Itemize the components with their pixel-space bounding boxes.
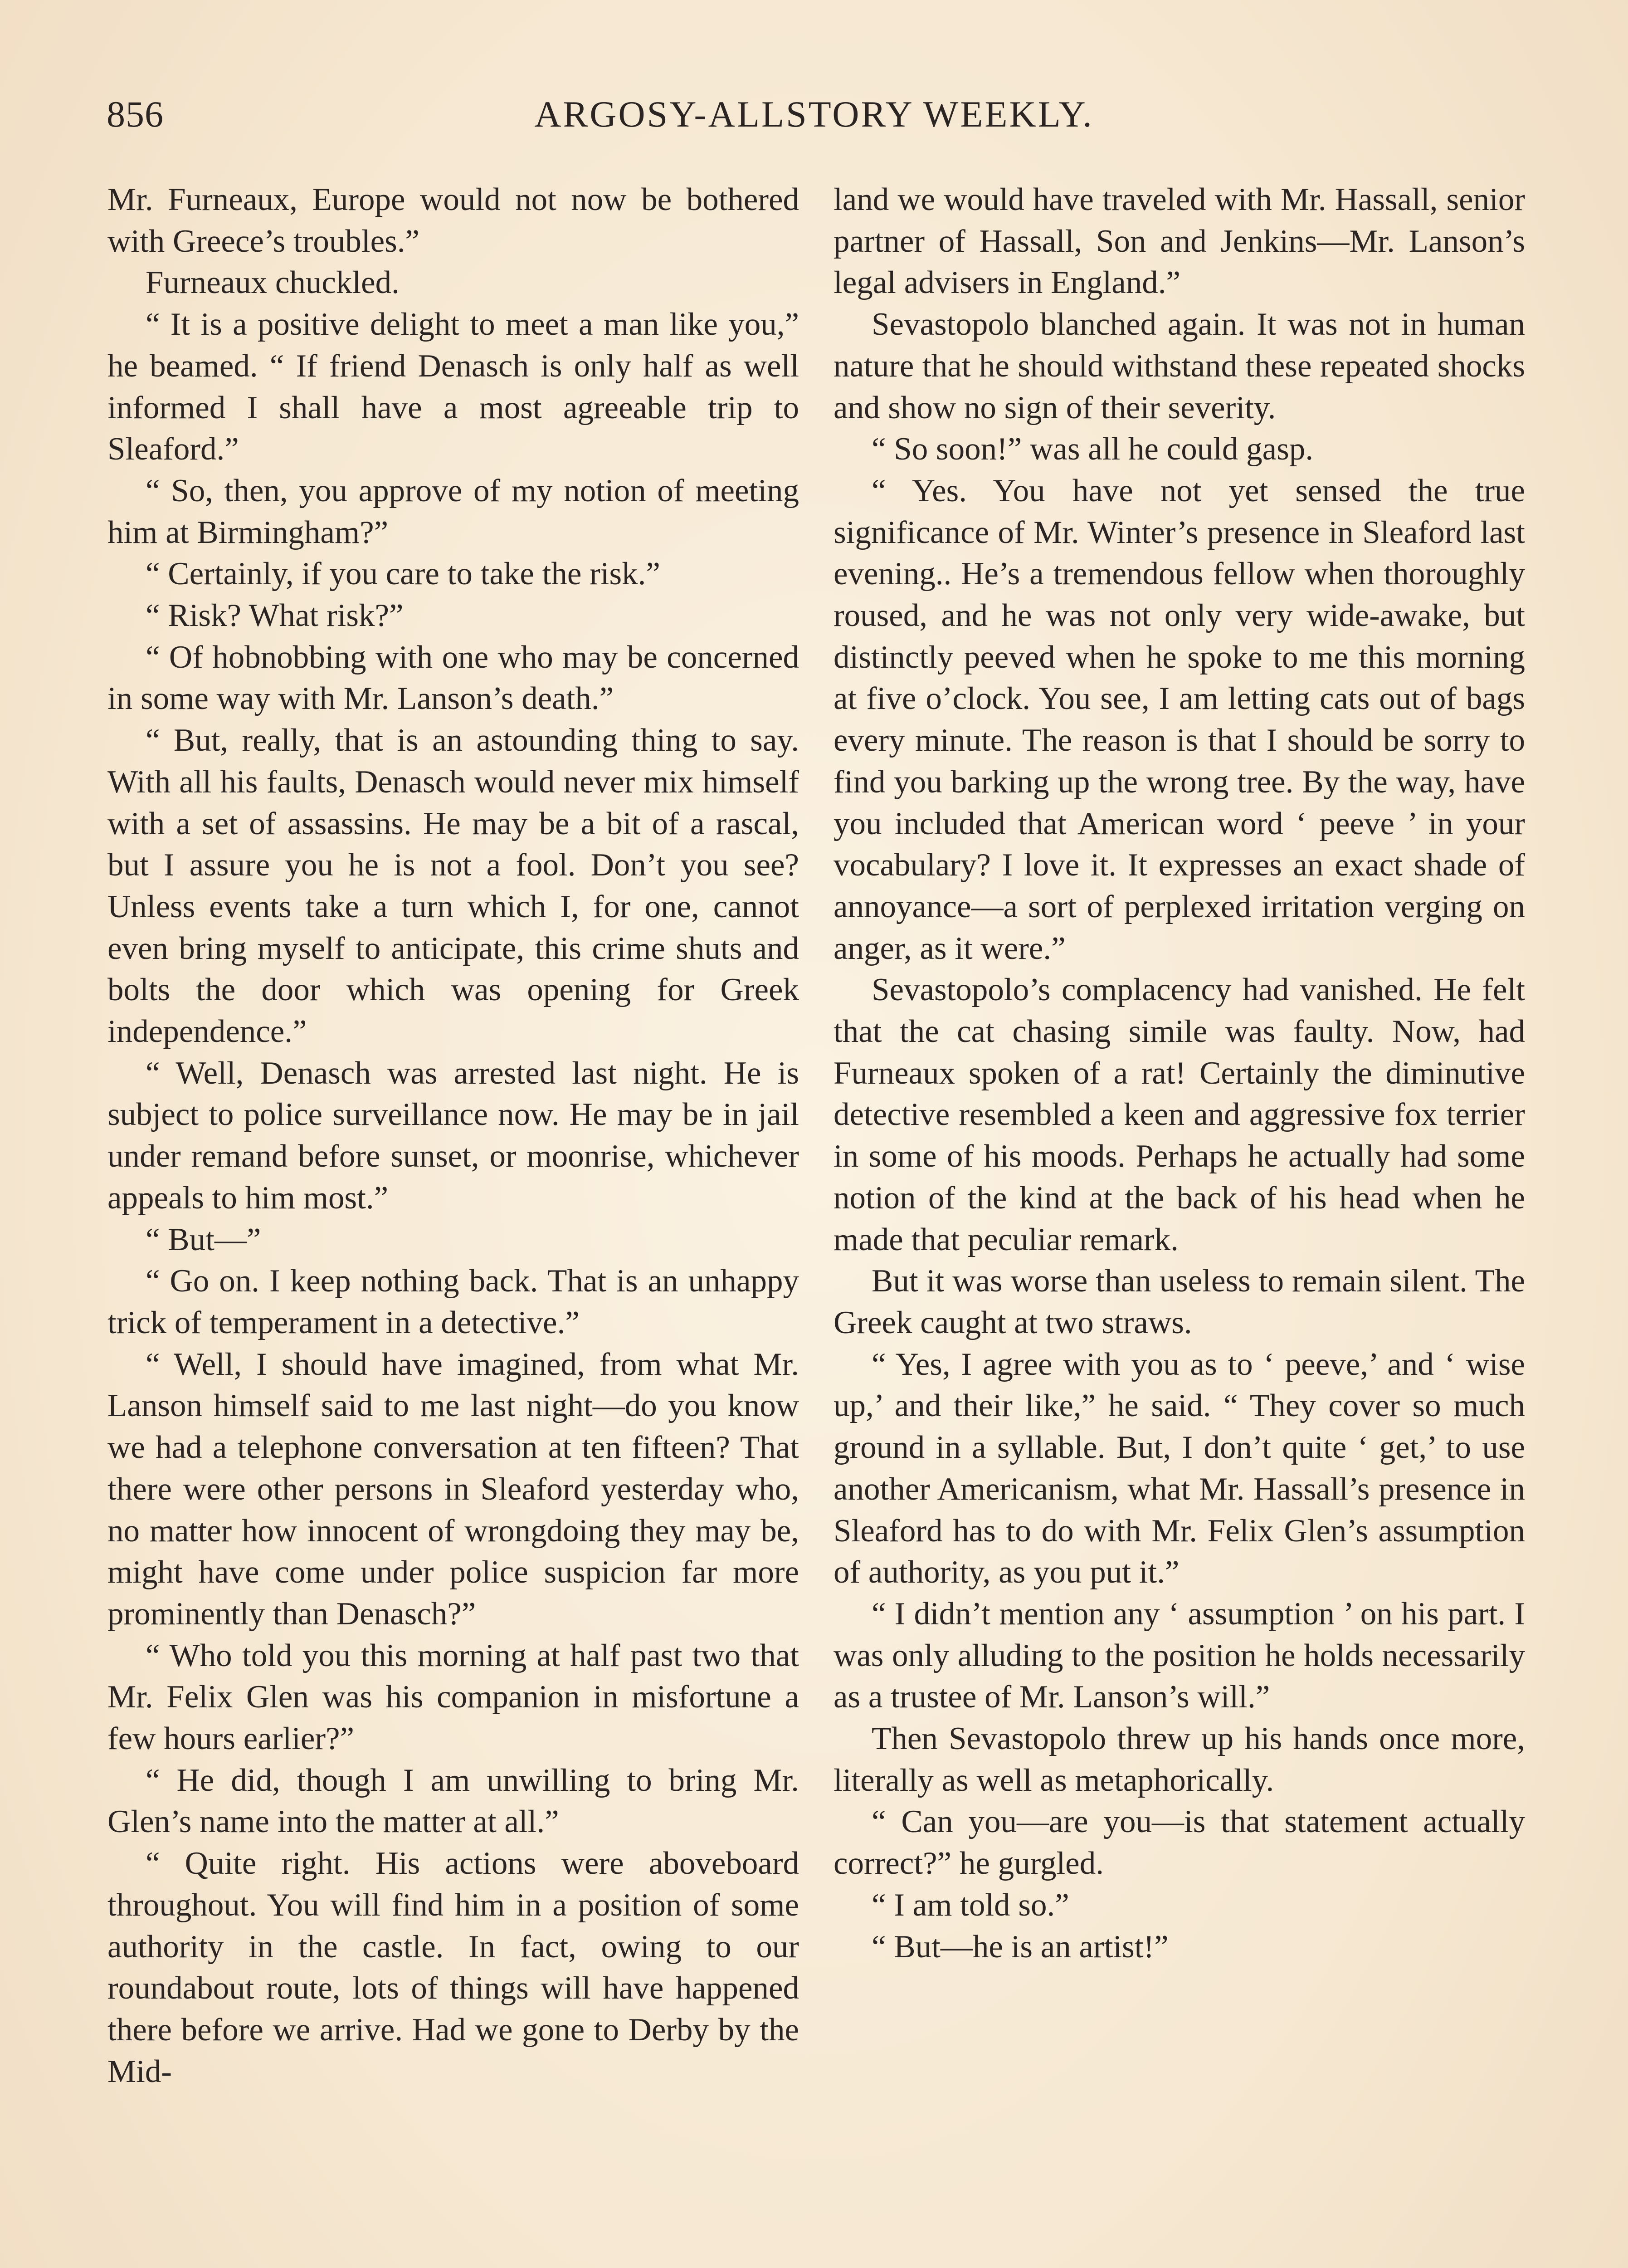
- paragraph: “ Well, Denasch was arrested last night. He is subject to police surveillance now. He may be in jail under remand before sunset, or moonrise, whichever appeals to him most.”: [107, 1055, 799, 1216]
- paragraph: “ But—he is an artist!”: [872, 1929, 1169, 1965]
- paragraph: “ It is a positive delight to meet a man like you,” he beamed. “ If friend Denasch is only half as well informed I shall have a most agreeable trip to Sleaford.”: [107, 307, 799, 467]
- paragraph: Sevastopolo blanched again. It was not in human nature that he should withstand these repeated shocks and show no sign of their severity.: [833, 307, 1525, 425]
- paragraph: Sevastopolo’s complacency had vanished. He felt that the cat chasing simile was faulty. Now, had Furneaux spoken of a rat! Certainly the diminutive detective resembled a keen and aggressive fox terrier in some of his moods. Perhaps he actually had some notion of the kind at the back of his head when he made that peculiar remark.: [833, 972, 1525, 1257]
- paragraph: land we would have traveled with Mr. Hassall, senior partner of Hassall, Son and Jenkins—Mr. Lanson’s legal advisers in England.”: [833, 182, 1525, 301]
- paragraph: “ Yes, I agree with you as to ‘ peeve,’ and ‘ wise up,’ and their like,” he said. “ They cover so much ground in a syllable. But, I don’t quite ‘ get,’ to use another Americanism, what Mr. Hassall’s presence in Sleaford has to do with Mr. Felix Glen’s assumption of authority, as you put it.”: [833, 1346, 1525, 1590]
- paragraph: “ Can you—are you—is that statement actually correct?” he gurgled.: [833, 1804, 1525, 1882]
- right-text-column: [833, 179, 1525, 1968]
- paragraph: “ I didn’t mention any ‘ assumption ’ on his part. I was only alluding to the position he holds necessarily as a trustee of Mr. Lanson’s will.”: [833, 1596, 1525, 1715]
- paragraph: “ Risk? What risk?”: [146, 598, 404, 634]
- paragraph: “ But—”: [146, 1222, 261, 1257]
- left-text-column: [107, 179, 799, 2092]
- page-number: 856: [107, 93, 164, 135]
- paragraph: “ Quite right. His actions were aboveboard throughout. You will find him in a position of some authority in the castle. In fact, owing to our roundabout route, lots of things will have happened there before we arrive. Had we gone to Derby by the Mid-: [107, 1846, 799, 2089]
- paragraph: “ Yes. You have not yet sensed the true significance of Mr. Winter’s presence in Sleaford last evening.. He’s a tremendous fellow when thoroughly roused, and he was not only very wide-awake, but distinctly peeved when he spoke to me this morning at five o’clock. You see, I am letting cats out of bags every minute. The reason is that I should be sorry to find you barking up the wrong tree. By the way, have you included that American word ‘ peeve ’ in your vocabulary? I love it. It expresses an exact shade of annoyance—a sort of perplexed irritation verging on anger, as it were.”: [833, 473, 1525, 966]
- paragraph: “ So, then, you approve of my notion of meeting him at Birmingham?”: [107, 473, 799, 550]
- paragraph: “ He did, though I am unwilling to bring Mr. Glen’s name into the matter at all.”: [107, 1762, 799, 1840]
- paragraph: “ Certainly, if you care to take the risk.”: [146, 556, 660, 592]
- paragraph: “ Of hobnobbing with one who may be concerned in some way with Mr. Lanson’s death.”: [107, 639, 799, 717]
- paragraph: “ Well, I should have imagined, from what Mr. Lanson himself said to me last night—do you know we had a telephone conversation at ten fifteen? That there were other persons in Sleaford yesterday who, no matter how innocent of wrongdoing they may be, might have come under police suspicion far more prominently than Denasch?”: [107, 1346, 799, 1632]
- paragraph: “ I am told so.”: [872, 1887, 1069, 1923]
- paragraph: “ Who told you this morning at half past two that Mr. Felix Glen was his companion in misfortune a few hours earlier?”: [107, 1637, 799, 1757]
- paragraph: But it was worse than useless to remain silent. The Greek caught at two straws.: [833, 1263, 1525, 1340]
- paragraph: “ But, really, that is an astounding thing to say. With all his faults, Denasch would never mix himself with a set of assassins. He may be a bit of a rascal, but I assure you he is not a fool. Don’t you see? Unless events take a turn which I, for one, cannot even bring myself to anticipate, this crime shuts and bolts the door which was opening for Greek independence.”: [107, 723, 799, 1050]
- paragraph: Then Sevastopolo threw up his hands once more, literally as well as metaphorically.: [833, 1721, 1525, 1798]
- running-head: ARGOSY-ALLSTORY WEEKLY.: [534, 93, 1094, 135]
- page-header: [107, 93, 1521, 147]
- paragraph: Furneaux chuckled.: [146, 265, 400, 301]
- paragraph: Mr. Furneaux, Europe would not now be bothered with Greece’s troubles.”: [107, 182, 799, 259]
- paragraph: “ Go on. I keep nothing back. That is an unhappy trick of temperament in a detective.”: [107, 1263, 799, 1340]
- paragraph: “ So soon!” was all he could gasp.: [872, 431, 1314, 467]
